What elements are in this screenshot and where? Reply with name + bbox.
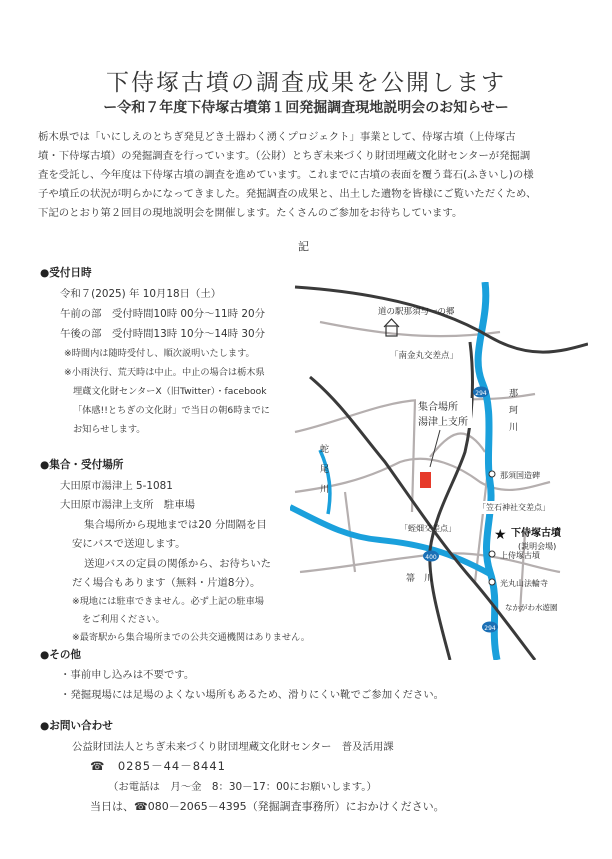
reception-date: 令和７(2025) 年 10月18日（土） <box>60 288 222 300</box>
reception-note: ※時間内は随時受付し、順次説明いたします。 <box>64 348 255 359</box>
label-naka-river: 川 <box>509 423 519 433</box>
reception-note: 「体感!!とちぎの文化財」で当日の朝6時までに <box>73 405 270 416</box>
label-meeting: 湯津上支所 <box>418 417 468 428</box>
label-naka-river: 珂 <box>509 406 519 416</box>
meeting-heading: ●集合・受付場所 <box>40 459 124 471</box>
page-subtitle: ー令和７年度下侍塚古墳第１回発掘調査現地説明会のお知らせー <box>103 100 509 116</box>
label-meeting: 集合場所 <box>418 402 458 413</box>
intro-line: 墳・下侍塚古墳）の発掘調査を行っています。（公財）とちぎ未来づくり財団埋蔵文化財センターが発掘調 <box>38 150 531 162</box>
contact-org: 公益財団法人とちぎ未来づくり財団埋蔵文化財センター 普及活用課 <box>72 741 394 753</box>
meeting-note: ※最寄駅から集合場所までの公共交通機関はありません。 <box>72 632 310 643</box>
label-nasukokuzo: 那須国造碑 <box>500 471 540 480</box>
other-item: ・事前申し込みは不要です。 <box>60 669 195 681</box>
route-number: 294 <box>484 625 496 632</box>
intro-line: 下記のとおり第２回目の現地説明会を開催します。たくさんのご参加をお待ちしています。 <box>38 207 463 219</box>
main-road-294 <box>430 342 473 660</box>
label-hoki-river: 箒 川 <box>406 574 434 584</box>
landmark-dot <box>489 471 495 477</box>
meeting-bus: 送迎バスの定員の関係から、お待ちいた <box>84 558 272 570</box>
landmark-dot <box>489 551 495 557</box>
ki-mark: 記 <box>298 240 309 253</box>
route-number: 294 <box>475 390 487 397</box>
intro-line: 栃木県では「いにしえのとちぎ発見どき土器わく湧くプロジェクト」事業として、侍塚古墳（上侍塚古 <box>38 131 516 143</box>
reception-note: お知らせします。 <box>73 424 146 435</box>
minor-roads <box>295 322 560 612</box>
page-title: 下侍塚古墳の調査成果を公開します <box>106 70 506 96</box>
label-hebio-river: 尾 <box>320 465 330 475</box>
hebio-river <box>320 450 330 514</box>
contact-day <box>90 798 445 814</box>
label-setsumei: (説明会場) <box>518 542 557 551</box>
reception-note: 埋蔵文化財センターX（旧Twitter）・facebook <box>73 386 267 397</box>
contact-tel: ☎ 0285－44－8441 <box>90 759 226 773</box>
meeting-place: 大田原市湯津上支所 駐車場 <box>60 499 196 511</box>
label-nakagawa: なかがわ水遊園 <box>505 603 558 612</box>
main-road <box>295 287 588 352</box>
route-shield-294 <box>473 387 489 398</box>
label-nankinmaru: 「南金丸交差点」 <box>390 351 459 361</box>
label-kami-zuka: 上侍塚古墳 <box>500 551 540 560</box>
label-michinoeki: 道の駅那須与一の郷 <box>378 307 455 317</box>
label-hebio-river: 川 <box>320 485 330 495</box>
label-sakaibata: 「蛭畑交差点」 <box>400 524 456 533</box>
landmark-dot <box>489 579 495 585</box>
intro-paragraph <box>38 128 578 223</box>
label-kasaishi: 「笠石神社交差点」 <box>478 503 550 512</box>
other-heading: ●その他 <box>40 649 82 661</box>
meeting-bus: 集合場所から現地までは20 分間隔を目 <box>84 519 267 531</box>
meeting-bus: だく場合もあります（無料・片道8分）。 <box>72 577 261 589</box>
meeting-place-marker <box>420 472 431 488</box>
intro-line: 査を受託し、今年度は下侍塚古墳の調査を進めています。これまでに古墳の表面を覆う葺石(ふきいし)の様 <box>38 169 534 181</box>
reception-heading: ●受付日時 <box>40 267 92 279</box>
reception-note: ※小雨決行、荒天時は中止。中止の場合は栃木県 <box>64 367 265 378</box>
meeting-bus: 安にバスで送迎します。 <box>72 538 186 550</box>
contact-heading: ●お問い合わせ <box>40 720 113 732</box>
other-item: ・発掘現場には足場のよくない場所もあるため、滑りにくい靴でご参加ください。 <box>60 689 445 701</box>
access-map <box>290 282 588 660</box>
label-hebio-river: 蛇 <box>320 445 330 455</box>
route-shield-400 <box>423 551 439 562</box>
reception-morning: 午前の部 受付時間10時 00分～11時 20分 <box>60 308 265 320</box>
meeting-note: をご利用ください。 <box>82 614 165 625</box>
contact-hours: （お電話は 月～金 8：30－17：00にお願いします。） <box>108 781 377 793</box>
contact-day-prefix: 当日は、 <box>90 800 134 813</box>
label-shimo-zuka: 下侍塚古墳 <box>511 528 561 539</box>
star-icon: ★ <box>494 527 507 543</box>
minor-road <box>412 400 415 512</box>
intro-line: 子や墳丘の状況が明らかになってきました。発掘調査の成果と、出土した遺物を皆様にご覧いただくため、 <box>38 188 537 200</box>
contact-day-tel: ☎080－2065－4395 <box>134 800 247 813</box>
label-komaruyama: 光丸山法輪寺 <box>500 579 548 588</box>
label-naka-river: 那 <box>509 389 519 399</box>
contact-day-suffix: （発掘調査事務所）におかけください。 <box>246 800 445 813</box>
route-shield-294 <box>482 622 498 633</box>
meeting-address: 大田原市湯津上 5-1081 <box>60 480 173 492</box>
route-number: 400 <box>425 554 437 561</box>
meeting-note: ※現地には駐車できません。必ず上記の駐車場 <box>72 596 264 607</box>
reception-afternoon: 午後の部 受付時間13時 10分～14時 30分 <box>60 328 265 340</box>
